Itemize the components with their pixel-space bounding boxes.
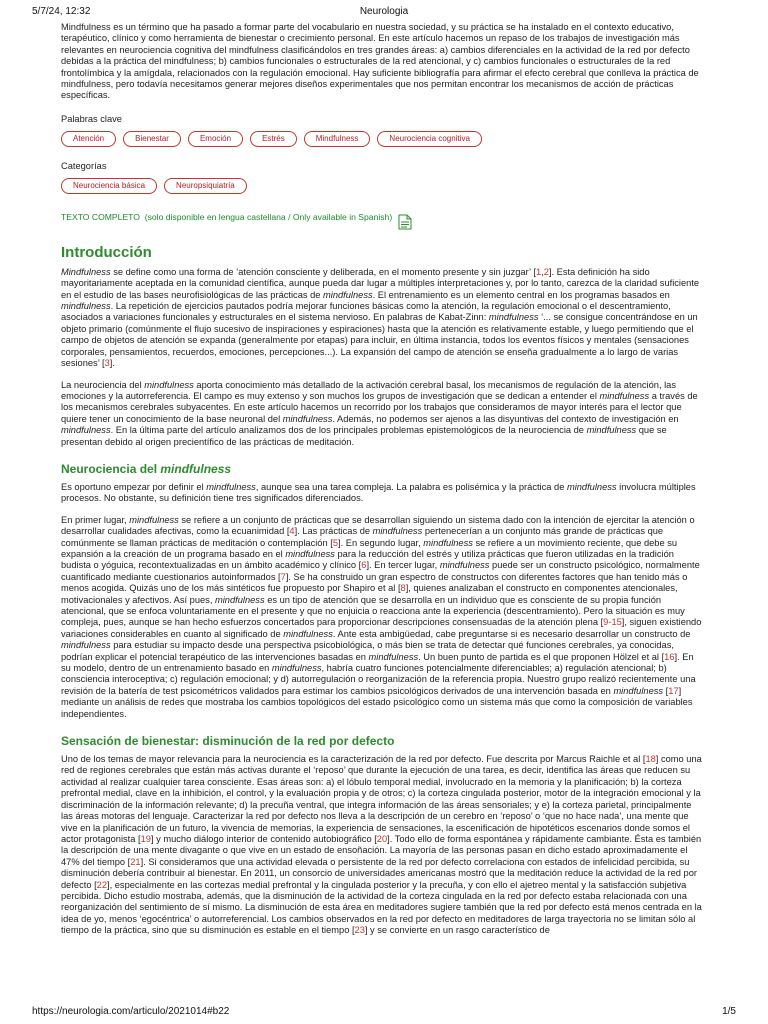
print-footer — [32, 1006, 736, 1017]
citation-link[interactable]: 21 — [130, 856, 141, 867]
category-tag[interactable]: Neurociencia básica — [61, 178, 157, 194]
fulltext-label: TEXTO COMPLETO — [61, 211, 140, 222]
citation-link[interactable]: 4 — [289, 526, 295, 537]
keywords-label: Palabras clave — [61, 113, 122, 124]
citation-link[interactable]: 22 — [96, 879, 108, 890]
citation-link[interactable]: 5 — [332, 537, 338, 548]
citation-link[interactable]: 23 — [354, 925, 365, 936]
fulltext-note: (solo disponible en lengua castellana / Only available in Spanish) — [144, 211, 393, 222]
citation-link[interactable]: 17 — [668, 685, 679, 696]
intro-heading: Introducción — [61, 243, 152, 261]
categories-label: Categorías — [61, 160, 107, 171]
neuro-paragraph-2: En primer lugar, mindfulness se refiere a un conjunto de prácticas que se desarrollan siguiendo un sistema dado con la intención de ejercitar la atención o desarrollar cualidades afectivas, como la ecuanimidad [4]. Las prácticas de mindfulness pertenecerían a un conjunto más grande de prácticas que comúnmente se llaman prácticas de meditación o contemplación [5]. En segundo lugar, mindfulness se refiere a un movimiento reciente, que debe su expansión a la creación de un programa basado en el mindfulness para la reducción del estrés y utiliza prácticas que fueron utilizadas en la tradición budista o yóguica, recontextualizadas en un ámbito académico y clínico [6]. En tercer lugar, mindfulness puede ser un constructo psicológico, normalmente cuantificado mediante cuestionarios autoinformados [7]. Se ha construido un gran espectro de constructos con diferentes factores que han tenido más o menos acogida. Quizás uno de los más sintéticos fue propuesto por Shapiro et al [8], quienes analizaban el constructo en componentes atencionales, motivacionales y afectivos. Así pues, mindfulness es un tipo de atención que se desarrolla en un individuo que es consciente de su propia función atencional, que se enfoca voluntariamente en el presente y que no enjuicia o reacciona ante la experiencia (descentramiento). Pero la situación es muy compleja, pues, aunque se han hecho esfuerzos concertados para proporcionar descripciones consensuadas de la atención plena [9-15], siguen existiendo variaciones considerables en cuanto al significado de mindfulness. Ante esta ambigüedad, cabe preguntarse si es necesario desarrollar un constructo de mindfulness para estudiar su impacto desde una perspectiva psicobiológica, o más bien se trata de detectar qué funciones cerebrales, ya conocidas, podrían explicar el potencial terapéutico de las intervenciones basadas en mindfulness. Un buen punto de partida es el que proponen Hölzel et al [16]. En su modelo, dentro de un entrenamiento basado en mindfulness, habría cuatro funciones potencialmente diferenciables; a) regulación atencional; b) consciencia interoceptiva; c) regulación emocional; y d) autorregulación o reorganización de la referencia propia. Nuestro grupo realizó recientemente una revisión de la batería de test psicométricos validados para estimar los cambios psicológicos derivados de una intervención basada en mindfulness [17] mediante un análisis de redes que mostraba los cambios topológicos del estado psicológico como un sistema más que como la composición de variables independientes. — [61, 514, 702, 719]
category-tags — [61, 178, 704, 194]
citation-link[interactable]: 16 — [664, 651, 675, 662]
citation-link[interactable]: 3 — [104, 358, 110, 369]
neuro-heading: Neurociencia del mindfulness — [61, 461, 232, 476]
keyword-tags — [61, 131, 704, 147]
citation-link[interactable]: 6 — [361, 560, 367, 571]
print-header — [32, 6, 736, 17]
intro-paragraph-1: Mindfulness se define como una forma de ‘atención consciente y deliberada, en el momento presente y sin juzgar’ [1,2]. Esta definición ha sido mayoritariamente aceptada en la comunidad científica, aunque pueda dar lugar a múltiples interpretaciones y, por lo tanto, carezca de la claridad suficiente en el estudio de las bases neurofisiológicas de las prácticas de mindfulness. El entrenamiento es un elemento central en los programas basados en mindfulness. La repetición de ejercicios pautados podría mejorar funciones básicas como la atención, la regulación emocional o el descentramiento, asociados a variaciones funcionales y estructurales en el sistema nervioso. En palabras de Kabat-Zinn: mindfulness ‘... se consigue concentrándose en un objeto primario (comúnmente el flujo sucesivo de inspiraciones y espiraciones) hasta que la atención es relativamente estable, y luego permitiendo que el campo de objetos de atención se expanda (generalmente por etapas) para incluir, en última instancia, todos los eventos físicos y mentales (sensaciones corporales, pensamientos, recuerdos, emociones, percepciones...). La expansión del campo de atención se enseña gradualmente a lo largo de varias sesiones’ [3]. — [61, 266, 700, 369]
keyword-tag[interactable]: Mindfulness — [304, 131, 371, 147]
bienestar-heading: Sensación de bienestar: disminución de la red por defecto — [61, 734, 395, 749]
citation-link[interactable]: 1 — [535, 266, 542, 277]
intro-paragraph-2: La neurociencia del mindfulness aporta conocimiento más detallado de la activación cerebral basal, los mecanismos de regulación de la atención, las emociones y la autorreferencia. El campo es muy extenso y son muchos los grupos de investigación que se dedican a entender el mindfulness a través de los mecanismos cerebrales subyacentes. En este artículo hacemos un recorrido por los trabajos que consideramos de mayor interés para el lector que quiere tener un conocimiento de la base neuronal del mindfulness. Además, no podemos ser ajenos a las disyuntivas del contexto de investigación en mindfulness. En la última parte del artículo analizamos dos de los principales problemas epistemológicos de la neurociencia de mindfulness que se presentan debido al origen precientífico de las prácticas de meditación. — [61, 379, 698, 447]
page-number: 1/5 — [722, 1006, 736, 1017]
category-tag[interactable]: Neuropsiquiatría — [164, 178, 247, 194]
print-title: Neurologia — [359, 6, 409, 17]
keyword-tag[interactable]: Neurociencia cognitiva — [377, 131, 482, 147]
citation-link[interactable]: 9-15 — [603, 617, 622, 628]
fulltext-link-row — [61, 212, 704, 230]
neuro-paragraph-1: Es oportuno empezar por definir el mindfulness, aunque sea una tarea compleja. La palabra es polisémica y la práctica de mindfulness involucra múltiples procesos. No obstante, su definición tiene tres significados diferenciados. — [61, 481, 696, 504]
citation-link[interactable]: 8 — [400, 583, 406, 594]
keyword-tag[interactable]: Estrés — [250, 131, 297, 147]
print-datetime: 5/7/24, 12:32 — [32, 6, 91, 17]
document-icon[interactable] — [398, 214, 412, 230]
fulltext-link[interactable] — [61, 212, 392, 222]
citation-link[interactable]: 19 — [140, 833, 151, 844]
citation-link[interactable]: 2 — [543, 266, 549, 277]
keyword-tag[interactable]: Atención — [61, 131, 116, 147]
keyword-tag[interactable]: Emoción — [188, 131, 243, 147]
citation-link[interactable]: 18 — [645, 754, 656, 765]
page-url: https://neurologia.com/articulo/2021014#b22 — [32, 1006, 230, 1017]
keyword-tag[interactable]: Bienestar — [123, 131, 181, 147]
citation-link[interactable]: 7 — [280, 571, 286, 582]
citation-link[interactable]: 20 — [376, 833, 388, 844]
abstract-text: Mindfulness es un término que ha pasado a formar parte del vocabulario en nuestra sociedad, y su práctica se ha instalado en el contexto educativo, terapéutico, clínico y como herramienta de bienestar o crecimiento personal. En este artículo hacemos un repaso de los trabajos de investigación más relevantes en neurociencia cognitiva del mindfulness clasificándolos en tres grandes áreas: a) cambios diferenciales en la actividad de la red por defecto debidas a la práctica del mindfulness; b) cambios funcionales o estructurales de la red atencional, y c) cambios funcionales o estructurales de la red frontolímbica y la amígdala, relacionados con la regulación emocional. Hay suficiente bibliografía para afirmar el efecto cerebral que conlleva la práctica de mindfulness, pero todavía necesitamos generar mejores diseños experimentales que nos permitan encontrar los mecanismos de acción de prácticas específicas. — [61, 22, 699, 101]
bienestar-paragraph-1: Uno de los temas de mayor relevancia para la neurociencia es la caracterización de la red por defecto. Fue descrita por Marcus Raichle et al [18] como una red de regiones cerebrales que están más activas durante el ‘reposo’ que durante la ejecución de una tarea, es decir, identifica las áreas que reducen su actividad al realizar cualquier tarea consciente. Esas áreas son: a) el lóbulo temporal medial, involucrado en la memoria y la planificación; b) la corteza prefrontal medial, clave en la inhibición, el control, y la evaluación propia y de otros; c) la corteza cingulada posterior, motor de la integración emocional y la discriminación de la información relevante; d) la precuña ventral, que integra información de las áreas sensoriales; y e) la corteza parietal, principalmente las áreas motoras del lenguaje. Caracterizar la red por defecto nos lleva a la descripción de un cerebro en ‘reposo’ o ‘que no hace nada’, una mente que vive en la planificación de un futuro, la vivencia de memorias, la experiencia de sensaciones, la escenificación de hipotéticos escenarios donde somos el actor protagonista [19] y mucho diálogo interior de contenido autobiográfico [20]. Todo ello de forma espontánea y rápidamente cambiante. Ésta es también la descripción de una mente divagante o que vive en un estado de ensoñación. La mayoría de las personas pasan en dicho estado aproximadamente el 47% del tiempo [21]. Si consideramos que una actividad elevada o persistente de la red por defecto correlaciona con estados de infelicidad percibida, su disminución debería contribuir al bienestar. En 2011, un consorcio de universidades americanas mostró que la meditación reduce la actividad de la red por defecto [22], especialmente en las cortezas medial prefrontal y la cingulada posterior y la precuña, y con ello el ajetreo mental y la satisfacción subjetiva percibida. Dicho estudio mostraba, además, que la disminución de la actividad de la corteza cingulada en la red por defecto estaba relacionada con una reorganización del sentimiento de sí mismo. La disminución de esta área en meditadores sugiere también que la red por defecto está menos centrada en la idea de yo, menos ‘egocéntrica’ o autorreferencial. Los cambios observados en la red por defecto en meditadores de larga trayectoria no se limitan sólo al tiempo de la práctica, sino que su disminución es estable en el tiempo [23] y se convierte en un rasgo característico de — [61, 754, 702, 936]
article-content — [61, 22, 704, 937]
